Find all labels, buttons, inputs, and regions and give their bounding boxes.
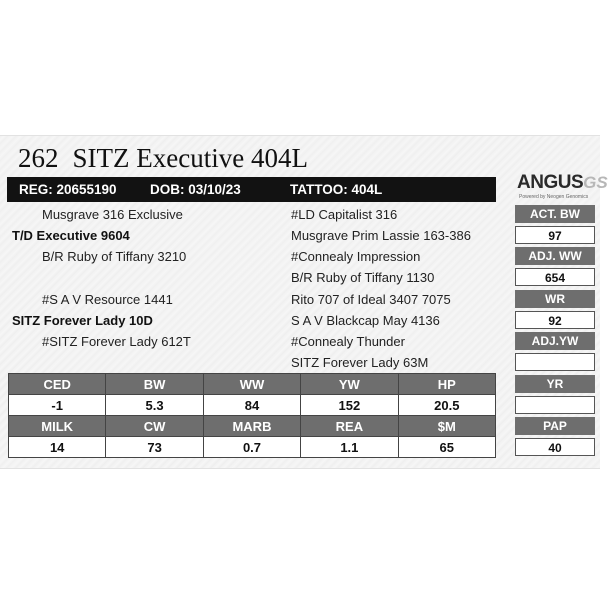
- registration-bar: [7, 177, 496, 202]
- animal-title: [18, 143, 308, 177]
- wr-label: WR: [515, 290, 595, 308]
- yr-label: YR: [515, 375, 595, 393]
- adjusted-yw-label: ADJ.YW: [515, 332, 595, 350]
- pedigree-sire-dam-dam: B/R Ruby of Tiffany 1130: [291, 270, 435, 285]
- date-of-birth: DOB: 03/10/23: [150, 182, 241, 197]
- epd-header-rea: REA: [301, 416, 398, 437]
- epd-header-row: [9, 416, 496, 437]
- epd-value-ced: -1: [9, 395, 106, 416]
- epd-table: [8, 373, 496, 458]
- adjusted-ww-value: 654: [515, 268, 595, 286]
- epd-header-marb: MARB: [203, 416, 300, 437]
- epd-header-row: [9, 374, 496, 395]
- pedigree-dam-dam-dam: SITZ Forever Lady 63M: [291, 355, 429, 370]
- epd-header-yw: YW: [301, 374, 398, 395]
- wr-value: 92: [515, 311, 595, 329]
- angus-gs-logo: ANGUSGS Powered by Neogen Genomics: [517, 172, 608, 200]
- epd-header-cw: CW: [106, 416, 203, 437]
- registration-number: REG: 20655190: [19, 182, 117, 197]
- pedigree-sire-sire-dam: Musgrave Prim Lassie 163-386: [291, 228, 471, 243]
- animal-name: SITZ Executive 404L: [72, 143, 308, 173]
- epd-header-ced: CED: [9, 374, 106, 395]
- epd-header-dollar-m: $M: [398, 416, 495, 437]
- actual-bw-value: 97: [515, 226, 595, 244]
- pedigree-sire-dam-sire: #Connealy Impression: [291, 249, 421, 264]
- epd-value-hp: 20.5: [398, 395, 495, 416]
- epd-value-milk: 14: [9, 437, 106, 458]
- epd-header-hp: HP: [398, 374, 495, 395]
- pedigree-sire-sire: Musgrave 316 Exclusive: [42, 207, 183, 222]
- epd-value-marb: 0.7: [203, 437, 300, 458]
- lot-number: 262: [18, 143, 59, 173]
- epd-value-ww: 84: [203, 395, 300, 416]
- epd-value-row: [9, 395, 496, 416]
- pap-value: 40: [515, 438, 595, 456]
- epd-value-cw: 73: [106, 437, 203, 458]
- pedigree-dam-sire-sire: Rito 707 of Ideal 3407 7075: [291, 292, 451, 307]
- epd-header-bw: BW: [106, 374, 203, 395]
- epd-value-dollar-m: 65: [398, 437, 495, 458]
- epd-header-ww: WW: [203, 374, 300, 395]
- epd-value-rea: 1.1: [301, 437, 398, 458]
- epd-value-yw: 152: [301, 395, 398, 416]
- epd-value-bw: 5.3: [106, 395, 203, 416]
- tattoo: TATTOO: 404L: [290, 182, 383, 197]
- epd-value-row: [9, 437, 496, 458]
- pedigree-dam-sire-dam: S A V Blackcap May 4136: [291, 313, 440, 328]
- adjusted-yw-value: [515, 353, 595, 371]
- pedigree-sire-sire-sire: #LD Capitalist 316: [291, 207, 398, 222]
- actual-bw-label: ACT. BW: [515, 205, 595, 223]
- yr-value: [515, 396, 595, 414]
- pedigree-dam-dam-sire: #Connealy Thunder: [291, 334, 405, 349]
- adjusted-ww-label: ADJ. WW: [515, 247, 595, 265]
- pedigree-dam-dam: #SITZ Forever Lady 612T: [42, 334, 191, 349]
- pedigree-dam: SITZ Forever Lady 10D: [12, 313, 153, 328]
- pedigree-sire: T/D Executive 9604: [12, 228, 130, 243]
- epd-header-milk: MILK: [9, 416, 106, 437]
- pedigree-sire-dam: B/R Ruby of Tiffany 3210: [42, 249, 187, 264]
- pedigree-dam-sire: #S A V Resource 1441: [42, 292, 173, 307]
- pap-label: PAP: [515, 417, 595, 435]
